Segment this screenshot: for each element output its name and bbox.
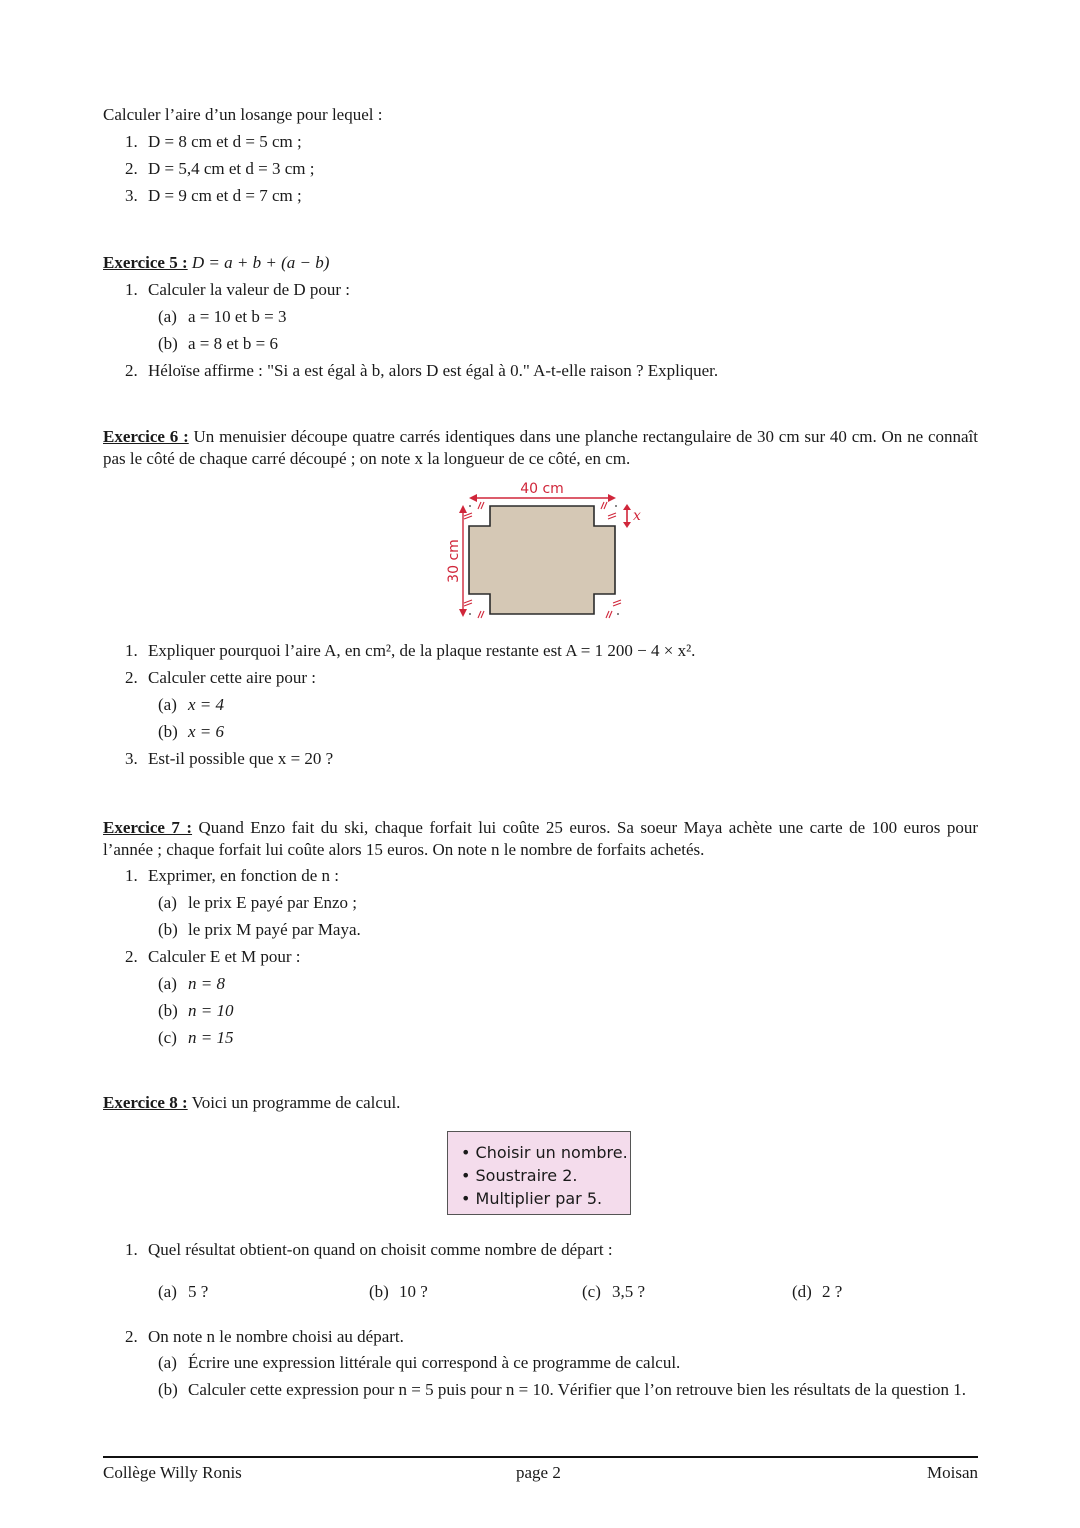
question: 2. Calculer E et M pour :: [125, 947, 301, 966]
sub-question: (b) 10 ?: [369, 1282, 428, 1301]
sub-question: (c) n = 15: [158, 1028, 234, 1047]
sub-question: (a) 5 ?: [158, 1282, 209, 1301]
question: 1. Calculer la valeur de D pour :: [125, 280, 351, 299]
exercise-title: Exercice 5 :: [103, 253, 188, 272]
sub-question: (a) Écrire une expression littérale qui correspond à ce programme de calcul.: [158, 1353, 681, 1372]
question: 1. Quel résultat obtient-on quand on choisit comme nombre de départ :: [125, 1240, 613, 1259]
formula: D = a + b + (a − b): [191, 253, 330, 272]
sub-question: (a) n = 8: [158, 974, 225, 993]
list-item: 2. D = 5,4 cm et d = 3 cm ;: [125, 159, 315, 178]
sub-question: (a) x = 4: [158, 695, 225, 714]
exercise-8-header: Exercice 8 : Voici un programme de calcul.: [103, 1093, 401, 1112]
board-diagram: [436, 478, 646, 620]
height-label: 30 cm: [446, 539, 462, 583]
sub-question: (a) a = 10 et b = 3: [158, 307, 287, 326]
intro-text: Calculer l’aire d’un losange pour lequel :: [103, 105, 383, 124]
question: 2. On note n le nombre choisi au départ.: [125, 1327, 404, 1346]
question: 1. Exprimer, en fonction de n :: [125, 866, 339, 885]
exercise-title: Exercice 7 :: [103, 818, 193, 837]
footer-author: Moisan: [927, 1463, 978, 1482]
sub-question: (a) le prix E payé par Enzo ;: [158, 893, 357, 912]
exercise-title: Exercice 6 :: [103, 427, 189, 446]
program-step: • Soustraire 2.: [461, 1166, 578, 1185]
footer-divider: [103, 1456, 978, 1458]
sub-question: (d) 2 ?: [792, 1282, 843, 1301]
program-step: • Multiplier par 5.: [461, 1189, 603, 1208]
question: 3. Est-il possible que x = 20 ?: [125, 749, 334, 768]
exercise-title: Exercice 8 :: [103, 1093, 188, 1112]
exercise-5-header: [103, 252, 329, 274]
calculation-program-box: [447, 1131, 631, 1215]
sub-question: (b) le prix M payé par Maya.: [158, 920, 361, 939]
x-label: x: [633, 508, 641, 524]
exercise-6-statement: Exercice 6 : Un menuisier découpe quatre carrés identiques dans une planche rectangulaire de 30 cm sur 40 cm. On ne connaît pas le côté de chaque carré découpé ; on note x la longueur de ce côté, en cm.: [103, 427, 978, 468]
question: 2. Calculer cette aire pour :: [125, 668, 317, 687]
sub-question: (b) Calculer cette expression pour n = 5 puis pour n = 10. Vérifier que l’on retrouve bien les résultats de la question 1.: [158, 1380, 966, 1399]
exercise-7-statement: Exercice 7 : Quand Enzo fait du ski, chaque forfait lui coûte 25 euros. Sa soeur Maya achète une carte de 100 euros pour l’année ; chaque forfait lui coûte alors 15 euros. On note n le nombre de forfaits achetés.: [103, 818, 978, 859]
question: 2. Héloïse affirme : "Si a est égal à b, alors D est égal à 0." A-t-elle raison ? Expliquer.: [125, 361, 719, 380]
sub-question: (b) x = 6: [158, 722, 225, 741]
question: 1. Expliquer pourquoi l’aire A, en cm², de la plaque restante est A = 1 200 − 4 × x².: [125, 641, 696, 660]
footer-school: Collège Willy Ronis: [103, 1463, 242, 1482]
sub-question: (b) a = 8 et b = 6: [158, 334, 278, 353]
sub-question: (c) 3,5 ?: [582, 1282, 646, 1301]
program-step: • Choisir un nombre.: [461, 1143, 628, 1162]
footer-page-number: page 2: [516, 1463, 561, 1482]
list-item: 3. D = 9 cm et d = 7 cm ;: [125, 186, 302, 205]
list-item: 1. D = 8 cm et d = 5 cm ;: [125, 132, 302, 151]
width-label: 40 cm: [520, 481, 564, 497]
sub-question: (b) n = 10: [158, 1001, 234, 1020]
